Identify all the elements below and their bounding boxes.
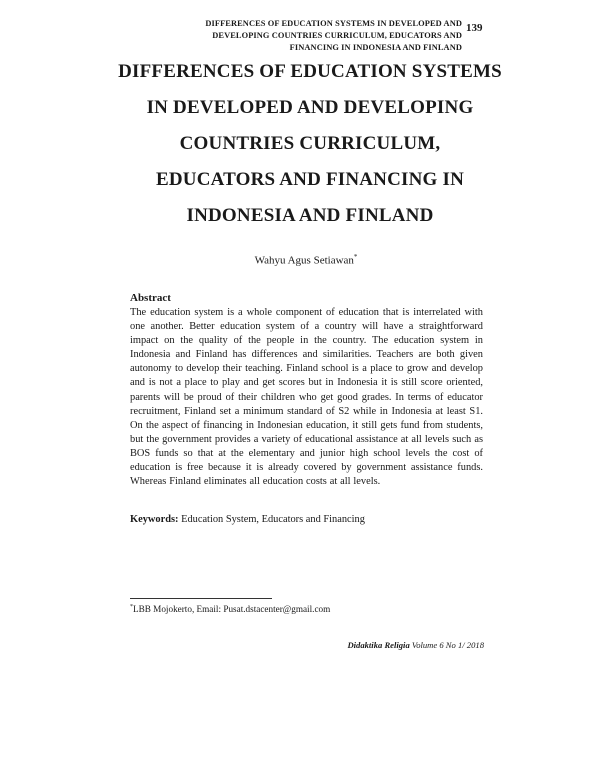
abstract-heading: Abstract [130,292,171,304]
keywords-value: Education System, Educators and Financing [181,514,365,525]
footnote-marker: * [130,604,133,610]
title-line: DIFFERENCES OF EDUCATION SYSTEMS [118,61,502,82]
abstract-text: The education system is a whole component of education that is interrelated with one another. Better education system of a country will have a straightforward impact on the quality of the people in the country. The education system in Indonesia and Finland has differences and similarities. Teachers are both given autonomy to develop their teaching. Finland school is a place to grow and develop and is not a place to play and get scores but in Indonesia it is still score oriented, parents will be proud of their children who get good grades. In terms of educator recruitment, Finland set a minimum standard of S2 while in Indonesia at least S1. On the aspect of financing in Indonesian education, it still gets fund from students, but the government provides a variety of educational assistance at all levels such as BOS funds so that at the elementary and junior high school levels the cost of education is free because it is already covered by government assistance funds. Whereas Finland eliminates all education costs at all levels. [130,307,483,488]
author-footnote-marker: * [353,253,358,261]
running-head-line: DIFFERENCES OF EDUCATION SYSTEMS IN DEVELOPED AND [205,19,462,28]
journal-issue: Volume 6 No 1/ 2018 [411,640,484,650]
keywords-label: Keywords: [130,514,179,525]
keywords [130,514,365,525]
title-line: COUNTRIES CURRICULUM, [179,133,441,154]
author-line [130,253,482,267]
title-line: INDONESIA AND FINLAND [186,205,434,226]
journal-footer [300,640,484,650]
footnote [130,604,330,614]
running-head-line: FINANCING IN INDONESIA AND FINLAND [289,43,462,52]
page-number: 139 [466,22,483,34]
title-line: EDUCATORS AND FINANCING IN [155,169,464,190]
running-head-line: DEVELOPING COUNTRIES CURRICULUM, EDUCATORS AND [212,31,462,40]
author-name: Wahyu Agus Setiawan [254,254,354,267]
running-head [150,18,462,54]
footnote-text: LBB Mojokerto, Email: Pusat.dstacenter@gmail.com [133,604,331,615]
paper-title [80,54,540,234]
title-line: IN DEVELOPED AND DEVELOPING [146,97,474,118]
footnote-divider [130,598,272,599]
journal-name: Didaktika Religia [347,640,410,650]
